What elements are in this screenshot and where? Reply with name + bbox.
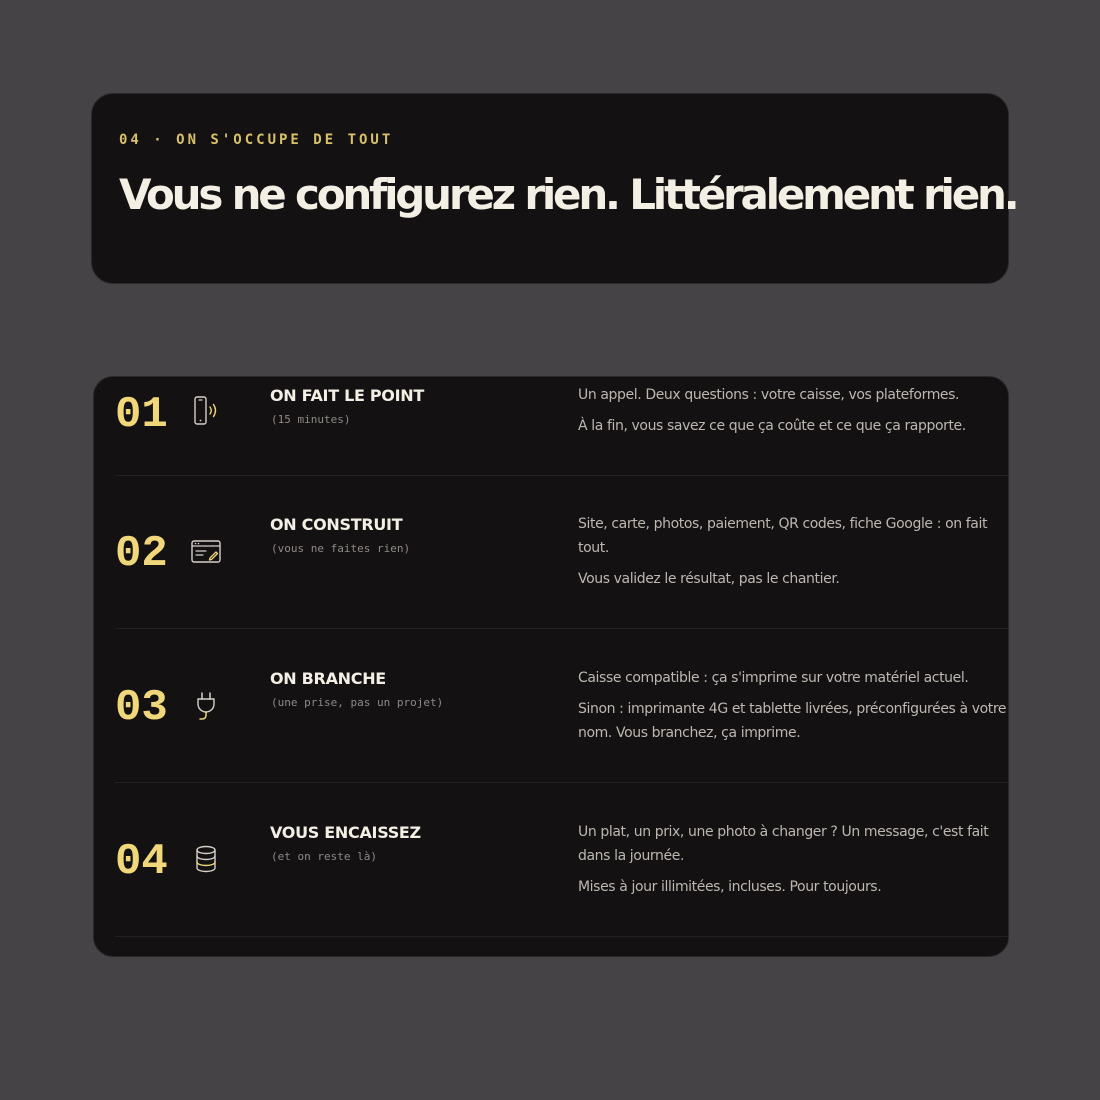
step-number: 01 xyxy=(115,390,168,440)
step-title: ON CONSTRUIT xyxy=(270,515,403,534)
step-title: ON BRANCHE xyxy=(270,669,386,688)
step-title: VOUS ENCAISSEZ xyxy=(270,823,421,842)
step-description-line: Sinon : imprimante 4G et tablette livrées, préconfigurées à votre nom. Vous branchez, ça imprime. xyxy=(578,701,1007,741)
step-row xyxy=(115,783,1009,937)
step-subtitle: (15 minutes) xyxy=(271,413,351,426)
step-number: 03 xyxy=(115,683,168,733)
step-subtitle: (une prise, pas un projet) xyxy=(271,696,444,709)
step-description xyxy=(578,820,1009,906)
step-description-line: Site, carte, photos, paiement, QR codes, fiche Google : on fait tout. xyxy=(578,516,988,556)
step-subtitle: (vous ne faites rien) xyxy=(271,542,411,555)
step-description xyxy=(578,512,1009,598)
step-description-line: Mises à jour illimitées, incluses. Pour toujours. xyxy=(578,879,882,895)
step-description-line: Un appel. Deux questions : votre caisse, vos plateformes. xyxy=(578,387,960,403)
step-description xyxy=(578,383,1009,445)
section-eyebrow: 04 · ON S'OCCUPE DE TOUT xyxy=(119,132,394,148)
phone-call-icon xyxy=(189,394,223,428)
browser-window-icon xyxy=(189,535,223,569)
step-number: 04 xyxy=(115,837,168,887)
section-header-card xyxy=(91,93,1017,284)
step-description-line: À la fin, vous savez ce que ça coûte et ce que ça rapporte. xyxy=(578,418,966,434)
section-headline: Vous ne configurez rien. Littéralement rien. xyxy=(119,170,1017,219)
step-row xyxy=(115,629,1009,783)
step-row xyxy=(115,476,1009,629)
step-description-line: Un plat, un prix, une photo à changer ? Un message, c'est fait dans la journée. xyxy=(578,824,989,864)
step-subtitle: (et on reste là) xyxy=(271,850,377,863)
step-description-line: Caisse compatible : ça s'imprime sur votre matériel actuel. xyxy=(578,670,969,686)
step-number: 02 xyxy=(115,529,168,579)
steps-card xyxy=(93,376,1009,957)
step-description-line: Vous validez le résultat, pas le chantier. xyxy=(578,571,840,587)
coins-stack-icon xyxy=(189,842,223,876)
step-row xyxy=(115,377,1009,476)
step-description xyxy=(578,666,1009,752)
step-title: ON FAIT LE POINT xyxy=(270,386,424,405)
plug-icon xyxy=(189,689,223,723)
